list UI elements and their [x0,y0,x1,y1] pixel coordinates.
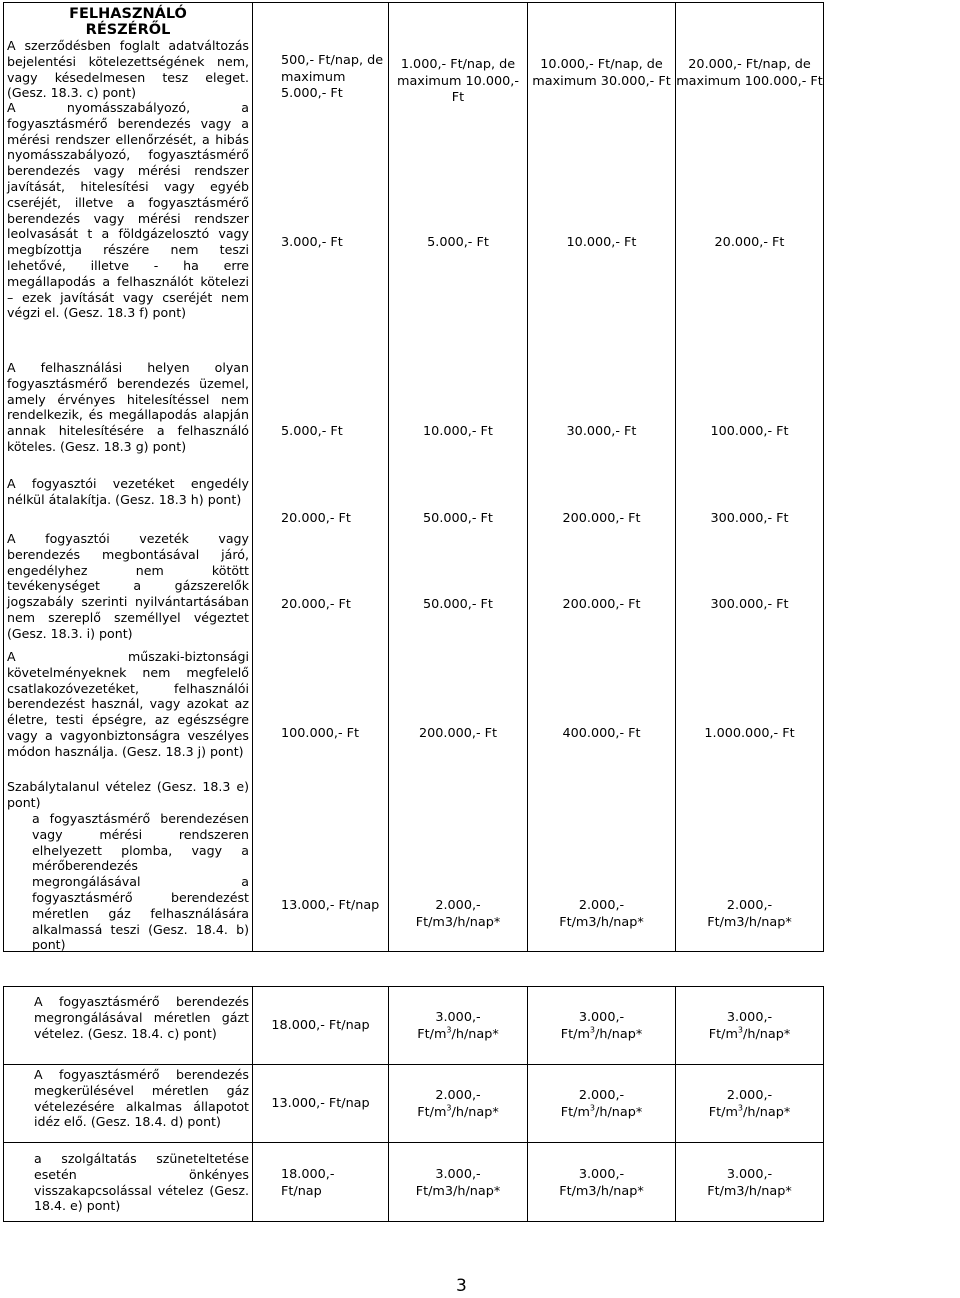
description-column [4,3,253,952]
value-cell: 3.000,- Ft/m3/h/nap* [528,1143,676,1222]
value-column-2 [389,3,528,952]
rate-unit [389,1027,527,1044]
empty-cell [824,1065,953,1143]
value-cell: 13.000,- Ft/nap [253,1065,389,1143]
value-column-4 [676,3,824,952]
value-cell: 20.000,- Ft [281,511,351,526]
rate-unit [528,1105,675,1122]
row-description: A fogyasztói vezeték vagy berendezés megbontásával járó, engedélyhez nem kötött tevékenységet a gázszerelők jogszabály szerinti nyilvántartásában nem szereplő személlyel végeztet (Gesz. 18.3. i) pont) [7,531,249,641]
rate-amount: 3.000,- [578,1010,625,1025]
row-description: Szabálytalanul vételez (Gesz. 18.3 e) pont) [7,779,249,810]
penalty-table [3,2,953,952]
value-cell: 50.000,- Ft [423,597,493,612]
value-cell: 10.000,- Ft/nap, de maximum 30.000,- Ft [532,57,671,89]
rate-unit-suffix: /h/nap* [743,1026,791,1042]
value-cell: 5.000,- Ft [281,424,343,439]
value-cell: 2.000,- Ft/m3/h/nap* [559,898,644,930]
header-line-2: RÉSZÉRŐL [85,22,171,38]
value-cell: 3.000,- Ft/m3/h/nap* [389,1143,528,1222]
value-cell: 100.000,- Ft [710,424,789,439]
rate-amount: 3.000,- [726,1010,773,1025]
rate-unit-exponent: 3 [589,1103,596,1113]
rate-unit-base: Ft/m [560,1026,590,1042]
rate-unit-base: Ft/m [417,1026,447,1042]
page-number: 3 [456,1276,467,1296]
rate-amount: 3.000,- [435,1010,481,1025]
row-description: A nyomásszabályozó, a fogyasztásmérő berendezés vagy a mérési rendszer ellenőrzését, a hibás nyomásszabályozó, fogyasztásmérő berendezés vagy mérési rendszer javítását, hitelesítési vagy egyéb cseréjét, illetve a fogyasztásmérő berendezés vagy mérési rendszer leolvasását t a földgázelosztó vagy megbízottja részére nem teszi lehetővé, illetve - ha erre megállapodás a felhasználót kötelezi – ezek javítását vagy cseréjét nem végzi el. (Gesz. 18.3 f) pont) [7,100,249,321]
value-cell: 30.000,- Ft [566,424,637,439]
empty-cell [824,1143,953,1222]
value-cell: 300.000,- Ft [710,597,789,612]
rate-amount: 2.000,- [435,1088,481,1103]
value-cell: 500,- Ft/nap, de maximum 5.000,- Ft [281,53,384,102]
value-cell: 20.000,- Ft [714,235,785,250]
empty-cell [824,987,953,1065]
rate-unit-exponent: 3 [589,1025,596,1035]
value-cell [676,987,824,1065]
value-cell: 2.000,- Ft/m3/h/nap* [707,898,792,930]
row-description: A műszaki-biztonsági követelményeknek nem megfelelő csatlakozóvezetéket, felhasználói berendezést használ, vagy azokat az életre, testi épségre, az egészségre vagy a vagyonbiztonságra veszélyes módon használja. (Gesz. 18.3 j) pont) [7,649,249,759]
value-cell [676,1065,824,1143]
value-cell: 1.000,- Ft/nap, de maximum 10.000,- Ft [396,57,519,106]
rate-unit-suffix: /h/nap* [595,1026,643,1042]
rate-unit-exponent: 3 [737,1025,744,1035]
rate-amount: 2.000,- [578,1088,625,1103]
value-column-3 [528,3,676,952]
rate-unit-base: Ft/m [560,1104,590,1120]
rate-unit-base: Ft/m [708,1104,738,1120]
value-cell: 200.000,- Ft [562,597,641,612]
value-cell [389,1065,528,1143]
rate-unit-exponent: 3 [737,1103,744,1113]
rate-unit-base: Ft/m [417,1104,447,1120]
table-row [4,987,953,1065]
table-row [4,1065,953,1143]
value-cell: 50.000,- Ft [423,511,493,526]
row-description: A fogyasztói vezetéket engedély nélkül átalakítja. (Gesz. 18.3 h) pont) [7,476,249,507]
value-cell: 20.000,- Ft/nap, de maximum 100.000,- Ft [676,57,823,89]
penalty-table-continued [3,986,953,1222]
value-cell [389,987,528,1065]
empty-column [824,3,953,952]
row-sub-description: a fogyasztásmérő berendezésen vagy mérési rendszeren elhelyezett plomba, vagy a mérőberendezés megrongálásával a fogyasztásmérő berendezést méretlen gáz felhasználására alkalmassá teszi (Gesz. 18.4. b) pont) [32,811,249,953]
rate-unit [676,1105,823,1122]
column-header [7,6,249,38]
rate-unit-exponent: 3 [446,1103,452,1113]
value-cell: 5.000,- Ft [427,235,489,250]
row-description: A szerződésben foglalt adatváltozás bejelentési kötelezettségének nem, vagy késedelmesen tesz eleget. (Gesz. 18.3. c) pont) [7,38,249,101]
header-line-1: FELHASZNÁLÓ [69,6,187,22]
value-cell: 200.000,- Ft [418,726,498,741]
value-cell: 400.000,- Ft [562,726,641,741]
rate-unit [676,1027,823,1044]
value-cell [528,1065,676,1143]
value-cell: 300.000,- Ft [710,511,789,526]
rate-unit-exponent: 3 [446,1025,452,1035]
rate-unit-suffix: /h/nap* [595,1104,643,1120]
value-column-1 [253,3,389,952]
rate-unit [389,1105,527,1122]
value-cell [528,987,676,1065]
value-cell: 2.000,- Ft/m3/h/nap* [415,898,501,930]
rate-unit-suffix: /h/nap* [743,1104,791,1120]
value-cell: 13.000,- Ft/nap [281,898,380,913]
value-cell: 200.000,- Ft [562,511,641,526]
rate-unit-suffix: /h/nap* [451,1026,499,1042]
value-cell: 18.000,- Ft/nap [253,987,389,1065]
row-description: A fogyasztásmérő berendezés megrongálásával méretlen gázt vételez. (Gesz. 18.4. c) pont) [4,987,253,1065]
value-cell: 20.000,- Ft [281,597,351,612]
rate-unit [528,1027,675,1044]
value-cell: 3.000,- Ft/m3/h/nap* [676,1143,824,1222]
value-cell: 18.000,- Ft/nap [253,1143,389,1222]
value-cell: 100.000,- Ft [281,726,360,741]
value-cell: 10.000,- Ft [423,424,493,439]
row-description: A felhasználási helyen olyan fogyasztásmérő berendezés üzemel, amely érvényes hitelesítéssel nem rendelkezik, és megállapodás alapján annak hitelesítésére a felhasználó köteles. (Gesz. 18.3 g) pont) [7,360,249,454]
rate-unit-suffix: /h/nap* [451,1104,499,1120]
row-description: a szolgáltatás szüneteltetése esetén önkényes visszakapcsolással vételez (Gesz. 18.4. e) pont) [4,1143,253,1222]
rate-unit-base: Ft/m [708,1026,738,1042]
rate-amount: 2.000,- [726,1088,773,1103]
value-cell: 10.000,- Ft [566,235,637,250]
value-cell: 1.000.000,- Ft [704,726,795,741]
table-row [4,1143,953,1222]
value-cell: 3.000,- Ft [281,235,343,250]
row-description: A fogyasztásmérő berendezés megkerülésével méretlen gáz vételezésére alkalmas állapotot idéz elő. (Gesz. 18.4. d) pont) [4,1065,253,1143]
